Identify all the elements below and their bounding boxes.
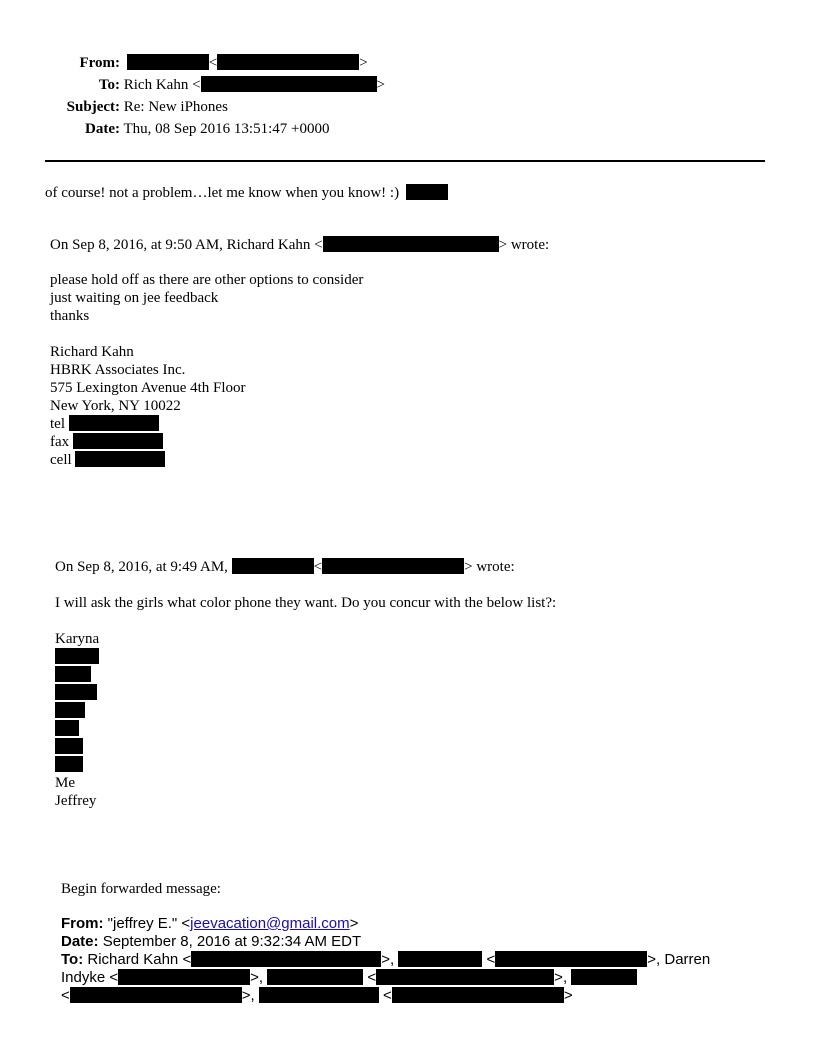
header-gt: > <box>359 55 368 71</box>
quote1-line: please hold off as there are other options to consider <box>50 272 364 288</box>
redaction <box>118 969 250 985</box>
forwarded-to-darren: >, Darren <box>647 951 711 968</box>
redaction <box>70 987 242 1003</box>
redaction <box>55 666 91 682</box>
quote2-body-text: I will ask the girls what color phone they want. Do you concur with the below list?: <box>55 595 557 611</box>
header-gt: > <box>241 987 251 1004</box>
forwarded-from-close: > <box>349 915 359 932</box>
header-to <box>45 76 385 94</box>
forwarded-intro <box>61 880 221 898</box>
signature-line: Richard Kahn <box>50 344 134 360</box>
redaction <box>55 684 97 700</box>
quote2-intro <box>55 558 515 576</box>
redaction <box>69 415 159 431</box>
signature-line: 575 Lexington Avenue 4th Floor <box>50 380 246 396</box>
header-lt: < <box>486 951 496 968</box>
reply-top <box>45 184 448 202</box>
redaction <box>495 951 647 967</box>
forwarded-intro-text: Begin forwarded message: <box>61 881 221 897</box>
signature-fax <box>50 433 246 451</box>
quote1-signature <box>50 343 246 469</box>
list-item-redacted <box>55 666 99 684</box>
forwarded-from-email-link[interactable]: jeevacation@gmail.com <box>190 915 350 932</box>
cell-label: cell <box>50 452 72 468</box>
redaction <box>73 433 163 449</box>
header-subject-label: Subject: <box>66 99 120 115</box>
forwarded-date <box>61 933 361 951</box>
tel-label: tel <box>50 416 65 432</box>
redaction <box>571 969 637 985</box>
redaction <box>55 648 99 664</box>
redaction <box>406 184 448 200</box>
forwarded-to-label: To: <box>61 951 84 968</box>
list-item-redacted <box>55 684 99 702</box>
list-item-redacted <box>55 702 99 720</box>
forwarded-to-cont2: < >, < > <box>61 987 573 1004</box>
quote1-body <box>50 271 363 325</box>
redaction <box>55 738 83 754</box>
fax-label: fax <box>50 434 70 450</box>
header-subject-value: Re: New iPhones <box>123 99 228 115</box>
signature-cell <box>50 451 246 469</box>
header-gt: > <box>381 951 390 968</box>
list-item: Me <box>55 775 75 791</box>
redaction <box>259 987 379 1003</box>
quote1-intro <box>50 236 549 254</box>
header-lt: < <box>313 559 323 575</box>
forwarded-to-start: Richard Kahn < <box>87 951 192 968</box>
redaction <box>376 969 554 985</box>
header-to-label: To: <box>98 77 120 93</box>
forwarded-from-label: From: <box>61 915 104 932</box>
redaction <box>191 951 381 967</box>
redaction <box>201 76 377 92</box>
signature-line: HBRK Associates Inc. <box>50 362 186 378</box>
quote1-line: just waiting on jee feedback <box>50 290 219 306</box>
quote2-intro-prefix: On Sep 8, 2016, at 9:49 AM, <box>55 559 228 575</box>
header-date <box>45 120 329 138</box>
header-date-value: Thu, 08 Sep 2016 13:51:47 +0000 <box>123 121 330 137</box>
forwarded-from-name: "jeffrey E." < <box>107 915 191 932</box>
quote2-intro-suffix: > wrote: <box>464 559 515 575</box>
redaction <box>232 558 314 574</box>
header-gt: > <box>554 969 563 986</box>
header-lt: < <box>61 987 70 1004</box>
signature-line: New York, NY 10022 <box>50 398 181 414</box>
reply-top-text: of course! not a problem…let me know when you know! :) <box>45 185 400 201</box>
header-divider <box>45 160 765 162</box>
forwarded-from <box>61 915 358 933</box>
forwarded-date-value: September 8, 2016 at 9:32:34 AM EDT <box>102 933 362 950</box>
header-gt: > <box>250 969 259 986</box>
redaction <box>323 236 499 252</box>
redaction <box>398 951 482 967</box>
quote1-intro-suffix: > wrote: <box>498 237 550 253</box>
redaction <box>75 451 165 467</box>
list-item-redacted <box>55 738 99 756</box>
quote2-body <box>55 594 556 612</box>
header-to-name: Rich Kahn < <box>123 77 201 93</box>
quote1-intro-prefix: On Sep 8, 2016, at 9:50 AM, Richard Kahn < <box>50 237 323 253</box>
quote2-list <box>55 630 99 810</box>
quote1-line: thanks <box>50 308 90 324</box>
redaction <box>392 987 564 1003</box>
redaction <box>217 54 359 70</box>
list-item: Karyna <box>55 631 100 647</box>
header-from-label: From: <box>79 55 120 71</box>
header-from <box>45 54 368 72</box>
forwarded-date-label: Date: <box>61 933 99 950</box>
header-gt: > <box>563 987 573 1004</box>
header-lt: < <box>208 55 218 71</box>
redaction <box>55 702 85 718</box>
redaction <box>322 558 464 574</box>
list-item-redacted <box>55 720 99 738</box>
header-date-label: Date: <box>85 121 120 137</box>
forwarded-to-cont1: Indyke < >, < >, <box>61 969 637 987</box>
header-subject <box>45 98 228 116</box>
forwarded-to: To: Richard Kahn < >, < >, Darren <box>61 951 711 968</box>
list-item: Jeffrey <box>55 793 97 809</box>
list-item-redacted <box>55 756 99 774</box>
redaction <box>55 720 79 736</box>
list-item-redacted <box>55 648 99 666</box>
header-gt: > <box>376 77 385 93</box>
redaction <box>267 969 363 985</box>
signature-tel <box>50 415 246 433</box>
header-lt: < <box>367 969 377 986</box>
redaction <box>127 54 209 70</box>
header-lt: < <box>383 987 392 1004</box>
forwarded-to-indyke: Indyke < <box>61 969 119 986</box>
redaction <box>55 756 83 772</box>
